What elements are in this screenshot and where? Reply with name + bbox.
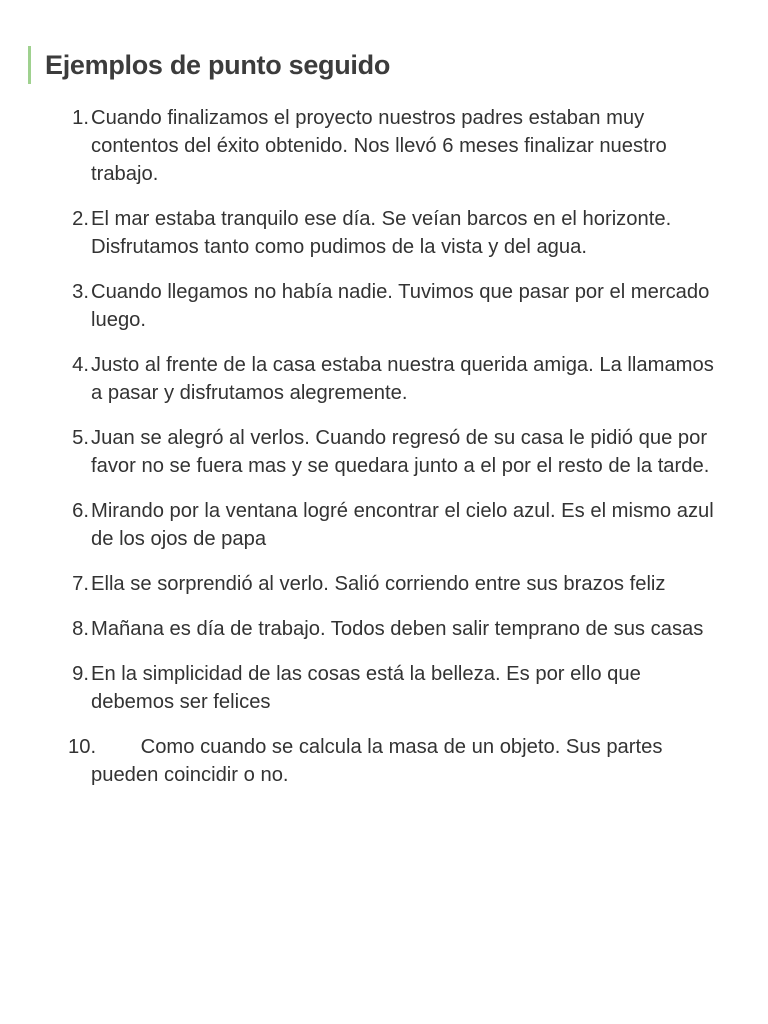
page-title: Ejemplos de punto seguido [45,49,391,80]
list-item-text: Ella se sorprendió al verlo. Salió corriendo entre sus brazos feliz [91,573,666,595]
list-item [0,497,768,553]
list-item [0,570,768,598]
list-item-number: 7. [72,573,89,595]
list-item [0,615,768,643]
list-item [0,660,768,716]
list-item-text: Cuando llegamos no había nadie. Tuvimos que pasar por el mercado luego. [91,281,710,331]
list-item [0,205,768,261]
list-item [0,278,768,334]
list-item-text: Mirando por la ventana logré encontrar el cielo azul. Es el mismo azul de los ojos de papa [91,500,714,550]
list-item-number: 3. [72,281,89,303]
list-item [0,424,768,480]
list-item-number: 4. [72,354,89,376]
list-item-number: 8. [72,618,89,640]
list-item-text: El mar estaba tranquilo ese día. Se veían barcos en el horizonte. Disfrutamos tanto como pudimos de la vista y del agua. [91,208,672,258]
title-block [28,46,390,84]
examples-list [0,104,768,806]
list-item-number: 9. [72,663,89,685]
list-item-text: Justo al frente de la casa estaba nuestra querida amiga. La llamamos a pasar y disfrutamos alegremente. [91,354,714,404]
list-item-number: 10. [68,736,97,758]
list-item-number: 6. [72,500,89,522]
list-item-text: En la simplicidad de las cosas está la belleza. Es por ello que debemos ser felices [91,663,641,713]
list-item [0,104,768,188]
list-item-text: Mañana es día de trabajo. Todos deben salir temprano de sus casas [91,618,704,640]
list-item-number: 2. [72,208,89,230]
list-item-text: Cuando finalizamos el proyecto nuestros padres estaban muy contentos del éxito obtenido. Nos llevó 6 meses finalizar nuestro trabajo. [91,107,667,185]
list-item-number: 5. [72,427,89,449]
list-item [0,351,768,407]
list-item-text: Juan se alegró al verlos. Cuando regresó de su casa le pidió que por favor no se fuera mas y se quedara junto a el por el resto de la tarde. [91,427,710,477]
list-item-number: 1. [72,107,89,129]
list-item [0,733,768,789]
list-item-text: Como cuando se calcula la masa de un objeto. Sus partes pueden coincidir o no. [91,736,663,786]
